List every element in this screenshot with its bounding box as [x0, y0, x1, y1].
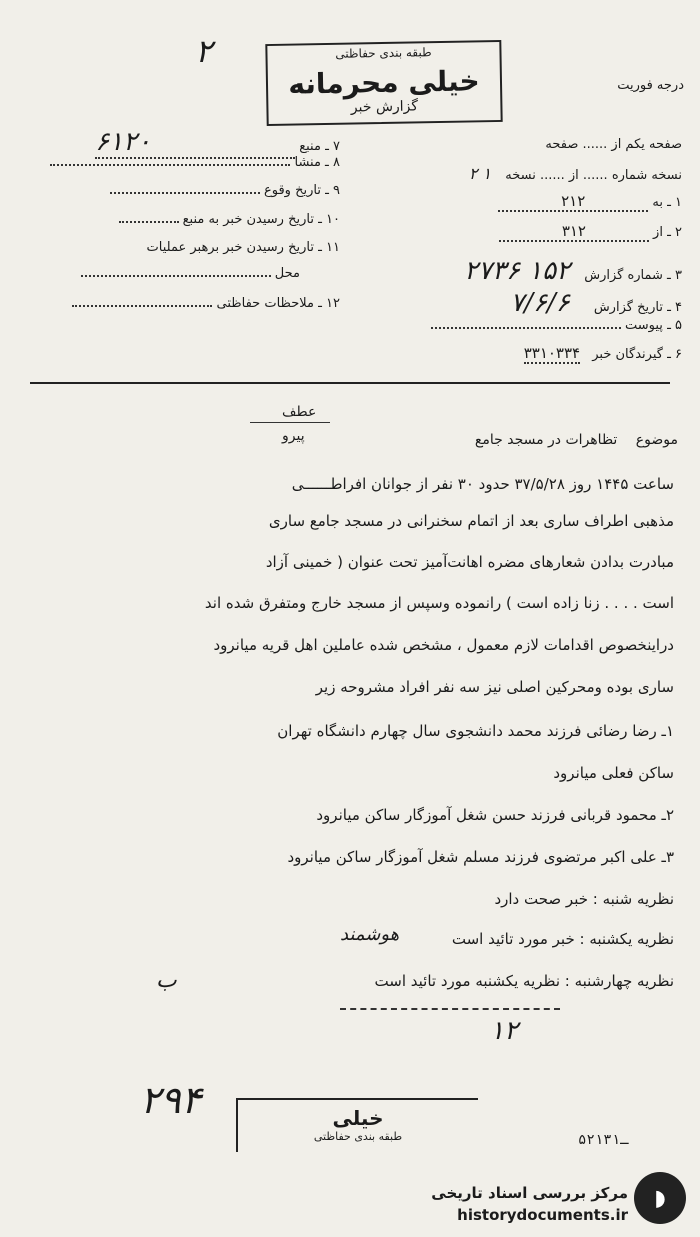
field-origin: ۸ ـ منشا [50, 155, 340, 170]
subject-row [475, 432, 678, 448]
body-line: ۲ـ محمود قربانی فرزند حسن شغل آموزگار ساکن میانرود [316, 806, 674, 824]
archive-logo-icon: ◗ [634, 1172, 686, 1224]
subject-label: موضوع [635, 432, 678, 448]
body-line: نظریه چهارشنبه : نظریه یکشنبه مورد تائید است [374, 972, 674, 990]
handwritten-number: ۲۹۴ [140, 1078, 202, 1122]
urgency-label: درجه فوریت [617, 78, 684, 93]
field-page-of: صفحه یکم از ...... صفحه [545, 137, 682, 152]
classification-stamp [265, 40, 502, 126]
field-date-to-leader: ۱۱ ـ تاریخ رسیدن خبر برهبر عملیات [146, 240, 340, 255]
reference-code: ۵۲ـ۱۳۱ [578, 1132, 629, 1148]
copy-number-value: ۱ ۲ [468, 164, 492, 183]
classification-sub: گزارش خبر [350, 98, 419, 116]
body-line: مبادرت بدادن شعارهای مضره اهانت‌آمیز تحت عنوان ( خمینی آزاد [265, 553, 674, 571]
date-stamp [340, 1008, 560, 1046]
subject-text: تظاهرات در مسجد جامع [474, 432, 618, 448]
field-copy-number: نسخه شماره ...... از ...... نسخه ۱ ۲ [468, 164, 682, 183]
header-divider [30, 382, 670, 384]
bottom-stamp-sub: طبقه بندی حفاظتی [313, 1130, 403, 1143]
field-report-date: ۴ ـ تاریخ گزارش ۷/۶/۶ [510, 288, 682, 318]
field-security-notes: ۱۲ ـ ملاحظات حفاظتی [72, 296, 340, 311]
peyro-label: پیرو [282, 428, 305, 444]
footer-website: historydocuments.ir [457, 1206, 628, 1224]
body-line: ساکن فعلی میانرود [553, 764, 674, 782]
date-stamp-value: ۱۲ [490, 1016, 518, 1046]
field-occurrence-date: ۹ ـ تاریخ وقوع [110, 183, 340, 198]
handwritten-signature-mark: هوشمند [340, 924, 400, 945]
field-source: ۷ ـ منبع ۶۱۲۰ [95, 127, 340, 157]
report-date-value: ۷/۶/۶ [510, 288, 570, 318]
atf-label: عطف [282, 404, 317, 420]
body-line: ساری بوده ومحرکین اصلی نیز سه نفر افراد مشروحه زیر [315, 678, 674, 696]
body-line: ساعت ۱۴۴۵ روز ۳۷/۵/۲۸ حدود ۳۰ نفر از جوانان افراطــــــی [291, 475, 674, 493]
field-report-number: ۳ ـ شماره گزارش ۱۵۲ ۲۷۳۶ [464, 256, 682, 286]
field-to: ۱ ـ به ۲۱۲ [498, 192, 682, 212]
classification-main: خیلی محرمانه [288, 64, 480, 101]
field-attachment: ۵ ـ پیوست [431, 318, 682, 333]
body-line: نظریه یکشنبه : خبر مورد تائید است [451, 930, 674, 948]
body-line: مذهبی اطراف ساری بعد از اتمام سخنرانی در مسجد جامع ساری [268, 512, 674, 530]
page-number: ۲ [195, 32, 213, 70]
handwritten-corner-mark: ب [156, 968, 177, 993]
source-value: ۶۱۲۰ [95, 127, 295, 159]
body-line: دراینخصوص اقدامات لازم معمول ، مشخص شده عاملین اهل قریه میانرود [213, 636, 674, 654]
body-line: ۱ـ رضا رضائی فرزند محمد دانشجوی سال چهارم دانشگاه تهران [277, 722, 674, 740]
body-line: است . . . . زنا زاده است ) رانموده وسپس از مسجد خارج ومتفرق شده اند [204, 594, 674, 612]
footer-center-name: مرکز بررسی اسناد تاریخی [431, 1184, 628, 1202]
field-from: ۲ ـ از ۳۱۲ [499, 222, 682, 242]
to-value: ۲۱۲ [498, 192, 648, 212]
field-place: محل [81, 266, 300, 281]
from-value: ۳۱۲ [499, 222, 649, 242]
recipients-value: ۳۳۱۰۳۳۴ [523, 344, 581, 362]
report-number-value: ۱۵۲ ۲۷۳۶ [464, 256, 571, 286]
bottom-stamp-main: خیلی [332, 1106, 384, 1130]
body-line: نظریه شنبه : خبر صحت دارد [494, 890, 674, 908]
body-line: ۳ـ علی اکبر مرتضوی فرزند مسلم شغل آموزگار ساکن میانرود [287, 848, 674, 866]
bottom-classification-stamp [236, 1098, 478, 1152]
field-date-to-source: ۱۰ ـ تاریخ رسیدن خبر به منبع [119, 212, 341, 227]
field-recipients: ۶ ـ گیرندگان خبر ۳۳۱۰۳۳۴ [523, 344, 682, 362]
classification-overlay: طبقه بندی حفاظتی [335, 45, 432, 61]
